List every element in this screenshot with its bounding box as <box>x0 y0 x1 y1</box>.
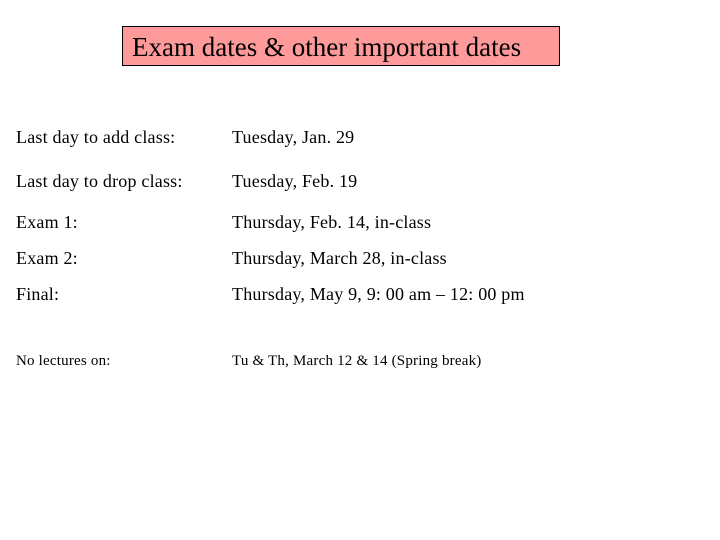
exam-2-date: Thursday, March 28, in-class <box>232 248 447 268</box>
no-lectures-dates: Tu & Th, March 12 & 14 (Spring break) <box>232 353 482 369</box>
add-class-date: Tuesday, Jan. 29 <box>232 127 355 147</box>
add-class-label: Last day to add class: <box>16 127 176 147</box>
exam-1-label: Exam 1: <box>16 212 78 232</box>
exam-2-label: Exam 2: <box>16 248 78 268</box>
final-date: Thursday, May 9, 9: 00 am – 12: 00 pm <box>232 284 525 304</box>
drop-class-date: Tuesday, Feb. 19 <box>232 171 358 191</box>
no-lectures-label: No lectures on: <box>16 353 111 369</box>
exam-1-date: Thursday, Feb. 14, in-class <box>232 212 432 232</box>
title-box <box>122 26 560 66</box>
final-label: Final: <box>16 284 60 304</box>
drop-class-label: Last day to drop class: <box>16 171 183 191</box>
page-title: Exam dates & other important dates <box>132 32 522 62</box>
